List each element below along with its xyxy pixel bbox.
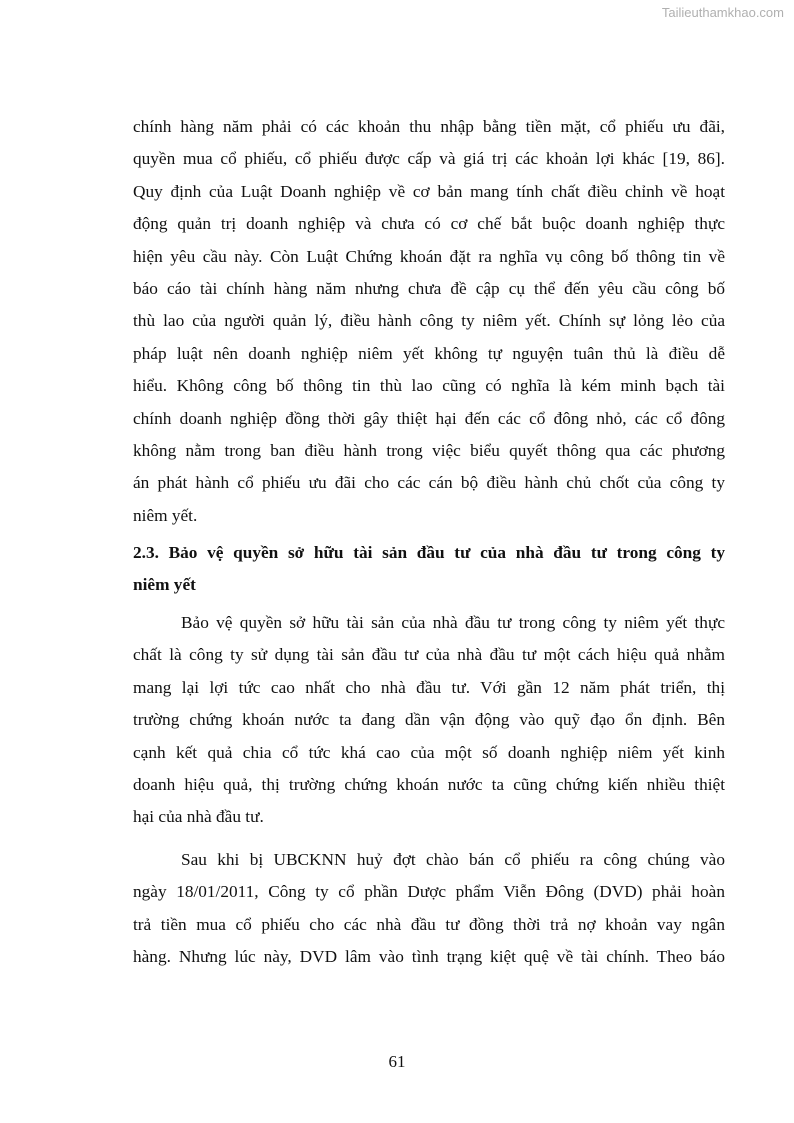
section-heading xyxy=(133,537,725,602)
heading-line: 2.3. Bảo vệ quyền sở hữu tài sản đầu tư của nhà đầu tư trong công ty xyxy=(133,543,725,562)
text-line: hại của nhà đầu tư. xyxy=(133,807,264,827)
heading-line: niêm yết xyxy=(133,575,196,595)
text-line: chính hàng năm phải có các khoản thu nhập bằng tiền mặt, cổ phiếu ưu đãi, xyxy=(133,117,725,136)
text-line: ngày 18/01/2011, Công ty cổ phần Dược phẩm Viễn Đông (DVD) phải hoàn xyxy=(133,882,725,902)
text-line: Sau khi bị UBCKNN huỷ đợt chào bán cổ phiếu ra công chúng vào xyxy=(181,850,725,869)
page-number: 61 xyxy=(388,1052,406,1071)
text-line: hiểu. Không công bố thông tin thù lao cũng có nghĩa là kém minh bạch tài xyxy=(133,376,725,396)
paragraph-1 xyxy=(133,111,725,532)
text-line: quyền mua cổ phiếu, cổ phiếu được cấp và giá trị các khoản lợi khác [19, 86]. xyxy=(133,149,725,169)
text-line: doanh hiệu quả, thị trường chứng khoán nước ta cũng chứng kiến nhiều thiệt xyxy=(133,774,725,794)
text-line: mang lại lợi tức cao nhất cho nhà đầu tư. Với gần 12 năm phát triển, thị xyxy=(133,677,725,697)
text-line: án phát hành cổ phiếu ưu đãi cho các cán bộ điều hành chủ chốt của công ty xyxy=(133,473,725,493)
watermark: Tailieuthamkhao.com xyxy=(661,5,784,20)
text-line: hàng. Nhưng lúc này, DVD lâm vào tình trạng kiệt quệ về tài chính. Theo báo xyxy=(133,947,725,967)
paragraph-3 xyxy=(133,844,725,974)
paragraph-2 xyxy=(133,607,725,834)
text-line: báo cáo tài chính hàng năm nhưng chưa đề cập cụ thể đến yêu cầu công bố xyxy=(133,278,725,298)
text-line: trả tiền mua cổ phiếu cho các nhà đầu tư đồng thời trả nợ khoản vay ngân xyxy=(133,914,725,934)
text-line: chất là công ty sử dụng tài sản đầu tư của nhà đầu tư một cách hiệu quả nhằm xyxy=(133,645,725,665)
text-line: niêm yết. xyxy=(133,505,198,525)
text-line: Bảo vệ quyền sở hữu tài sản của nhà đầu tư trong công ty niêm yết thực xyxy=(181,613,725,632)
text-line: động quản trị doanh nghiệp và chưa có cơ chế bắt buộc doanh nghiệp thực xyxy=(133,214,725,234)
text-line: pháp luật nên doanh nghiệp niêm yết không tự nguyện tuân thủ là điều dễ xyxy=(133,343,725,363)
text-line: Quy định của Luật Doanh nghiệp về cơ bản mang tính chất điều chỉnh về hoạt xyxy=(133,181,725,201)
text-line: cạnh kết quả chia cổ tức khá cao của một số doanh nghiệp niêm yết kinh xyxy=(133,742,725,762)
text-line: hiện yêu cầu này. Còn Luật Chứng khoán đặt ra nghĩa vụ công bố thông tin về xyxy=(133,246,725,266)
text-line: không nằm trong ban điều hành trong việc biểu quyết thông qua các phương xyxy=(133,440,725,460)
text-line: thù lao của người quản lý, điều hành công ty niêm yết. Chính sự lỏng lẻo của xyxy=(133,311,725,331)
text-line: trường chứng khoán nước ta đang dần vận động vào quỹ đạo ổn định. Bên xyxy=(133,710,725,730)
text-line: chính doanh nghiệp đồng thời gây thiệt hại đến các cổ đông nhỏ, các cổ đông xyxy=(133,408,725,428)
